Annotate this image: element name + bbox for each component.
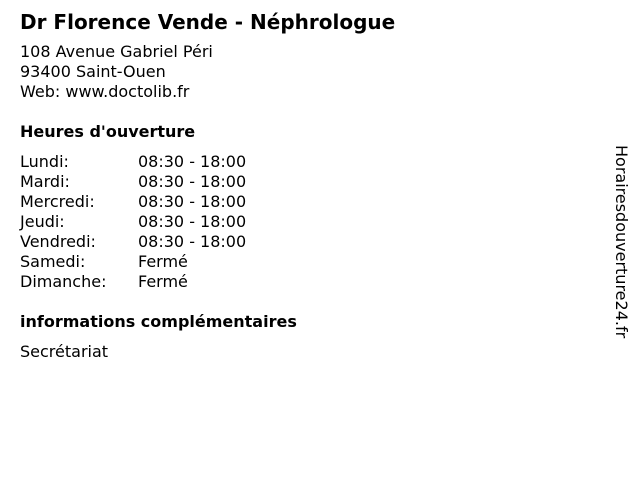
- hours-day: Dimanche:: [20, 272, 107, 291]
- site-watermark: Horairesdouverture24.fr: [612, 145, 631, 339]
- hours-row-sunday: [20, 272, 600, 292]
- hours-time: 08:30 - 18:00: [138, 192, 247, 211]
- page-title: Dr Florence Vende - Néphrologue: [20, 10, 396, 34]
- hours-row-tuesday: [20, 172, 600, 192]
- hours-time: 08:30 - 18:00: [138, 212, 247, 231]
- hours-row-wednesday: [20, 192, 600, 212]
- hours-time: 08:30 - 18:00: [138, 172, 247, 191]
- address-street: 108 Avenue Gabriel Péri: [20, 42, 213, 61]
- hours-time: Fermé: [138, 252, 188, 271]
- hours-time: 08:30 - 18:00: [138, 232, 247, 251]
- hours-row-thursday: [20, 212, 600, 232]
- hours-day: Mercredi:: [20, 192, 95, 211]
- address-block: [20, 42, 600, 102]
- hours-day: Lundi:: [20, 152, 69, 171]
- hours-day: Mardi:: [20, 172, 70, 191]
- info-text: Secrétariat: [20, 342, 109, 361]
- business-info-card: [20, 10, 600, 362]
- info-heading: informations complémentaires: [20, 312, 297, 331]
- hours-row-friday: [20, 232, 600, 252]
- hours-time: Fermé: [138, 272, 188, 291]
- hours-table: [20, 152, 600, 292]
- hours-row-saturday: [20, 252, 600, 272]
- hours-day: Jeudi:: [20, 212, 65, 231]
- hours-heading: Heures d'ouverture: [20, 122, 196, 141]
- hours-row-monday: [20, 152, 600, 172]
- hours-day: Samedi:: [20, 252, 86, 271]
- address-city: 93400 Saint-Ouen: [20, 62, 166, 81]
- address-web: Web: www.doctolib.fr: [20, 82, 190, 101]
- hours-day: Vendredi:: [20, 232, 96, 251]
- hours-time: 08:30 - 18:00: [138, 152, 247, 171]
